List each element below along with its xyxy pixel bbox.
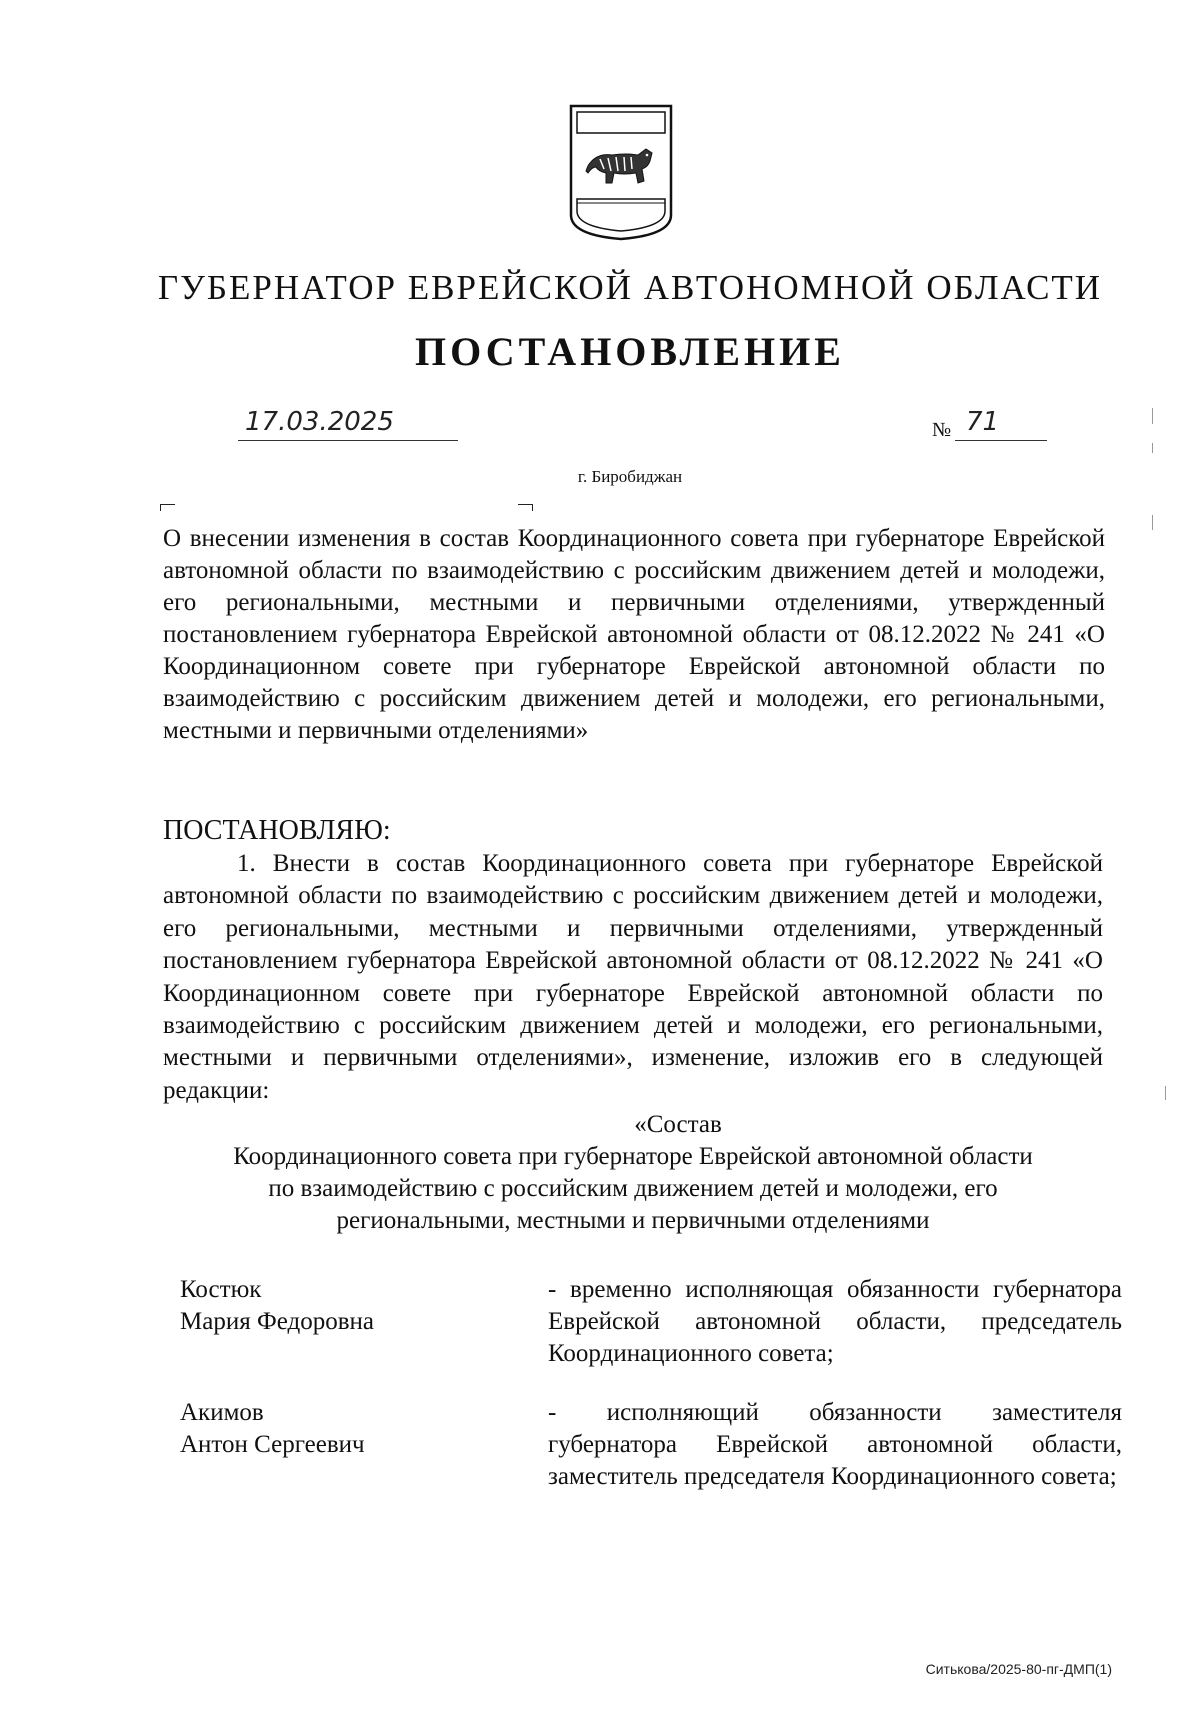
member-surname: Костюк	[180, 1276, 262, 1303]
document-code: Ситькова/2025-80-пг-ДМП(1)	[925, 1661, 1112, 1677]
scan-mark	[1152, 515, 1153, 530]
document-number: 71	[966, 407, 1000, 437]
resolve-heading: ПОСТАНОВЛЯЮ:	[163, 815, 391, 846]
subject-corner-right	[518, 504, 533, 511]
number-underline	[955, 440, 1047, 441]
issuer-title: ГУБЕРНАТОР ЕВРЕЙСКОЙ АВТОНОМНОЙ ОБЛАСТИ	[157, 268, 1103, 307]
scan-mark	[1152, 443, 1153, 453]
subject-corner-left	[160, 504, 175, 511]
composition-heading	[163, 1109, 1103, 1237]
paragraph-1: 1. Внести в состав Координационного совета при губернаторе Еврейской автономной области по взаимодействию с российским движением детей и молодежи, его региональными, местными и первичными отделениями, утвержденный постановлением губернатора Еврейской автономной области от 08.12.2022 № 241 «О Координационном совете при губернаторе Еврейской автономной области по взаимодействию с российским движением детей и молодежи, его региональными, местными и первичными отделениями», изменение, изложив его в следующей редакции:	[163, 850, 1103, 1104]
composition-heading-line: по взаимодействию с российским движением детей и молодежи, его	[268, 1175, 998, 1202]
member-name	[180, 1274, 520, 1338]
city-name: г. Биробиджан	[577, 467, 683, 486]
member-name	[180, 1397, 520, 1461]
document-date: 17.03.2025	[245, 407, 394, 437]
composition-heading-line: Координационного совета при губернаторе Еврейской автономной области	[233, 1143, 1033, 1170]
member-role: - временно исполняющая обязанности губернатора Еврейской автономной области, председатель Координационного совета;	[548, 1276, 1122, 1367]
number-sign: №	[932, 419, 952, 441]
member-role: - исполняющий обязанности заместителя губернатора Еврейской автономной области, заместитель председателя Координационного совета;	[548, 1399, 1122, 1490]
scan-mark	[1165, 1086, 1166, 1100]
composition-heading-line: «Состав	[634, 1111, 722, 1138]
member-surname: Акимов	[180, 1399, 264, 1426]
tiger-coat-of-arms-icon	[568, 103, 674, 241]
scan-mark	[1152, 408, 1153, 424]
composition-heading-line: региональными, местными и первичными отделениями	[336, 1207, 930, 1234]
date-underline	[238, 440, 458, 441]
document-subject: О внесении изменения в состав Координационного совета при губернаторе Еврейской автономной области по взаимодействию с российским движением детей и молодежи, его региональными, местными и первичными отделениями, утвержденный постановлением губернатора Еврейской автономной области от 08.12.2022 № 241 «О Координационном совете при губернаторе Еврейской автономной области по взаимодействию с российским движением детей и молодежи, его региональными, местными и первичными отделениями»	[163, 525, 1105, 744]
member-given-name: Антон Сергеевич	[180, 1431, 365, 1458]
document-type: ПОСТАНОВЛЕНИЕ	[415, 329, 845, 374]
member-given-name: Мария Федоровна	[180, 1308, 374, 1335]
